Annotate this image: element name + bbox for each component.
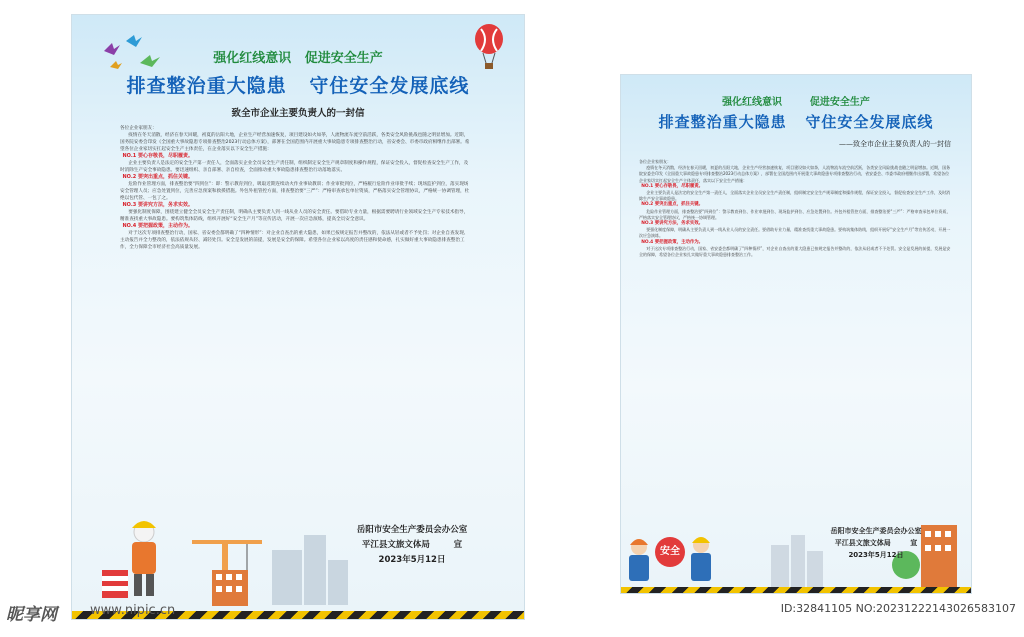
watermark-logo: 昵享网 — [6, 605, 57, 625]
section-heading: NO.4 要把握政策，主动作为。 — [641, 239, 704, 245]
section-text: 企业主要负责人是法定的安全生产第一责任人，全面落实企业全员安全生产责任制，组织制定安全生产规章制度和操作规程，保证安全投入，督促检查安全生产工作，及时消除生产安全事故隐患。 — [639, 190, 951, 202]
watermark-url: www.nipic.cn — [90, 603, 176, 618]
page-title: 排查整治重大隐患 守住安全发展底线 — [126, 75, 470, 97]
slogan: 强化红线意识 促进安全生产 — [722, 97, 870, 108]
section-text: 要强化制度保障，围绕建立健全全员安全生产责任制，明确从主要负责人到一线从业人员的安全责任。要借助专业力量，根据需要聘请行业领域安全生产专家技术指导，精准查找重大事故隐患。要构筑集体防线，组织开展好“安全生产月”等宣传活动，开展一次应急演练，提高全员安全意识。 — [120, 210, 469, 222]
signature-block — [801, 525, 951, 561]
issuer-line: 平江县文旅文体局 宣 — [361, 540, 463, 550]
section-heading: NO.1 要心存敬畏，尽职履责。 — [641, 183, 704, 189]
greeting: 各位企业家朋友： — [120, 126, 157, 131]
letter-subtitle: 致全市企业主要负责人的一封信 — [231, 108, 365, 119]
signature-block — [327, 523, 497, 568]
section-text: 危险作业管理方面，排查整治要“四到位”：警示教育到位、作业审批到位、现场监护到位、应急处置到位。外包外租管控方面，排查整治要“三严”：严格审查承包单位资质，严格落实安全管理协议，严格统一协调管理。 — [639, 208, 951, 220]
poster-right — [620, 74, 972, 594]
issue-date: 2023年5月12日 — [378, 555, 446, 565]
section-text: 企业主要负责人是法定的安全生产第一责任人，全面落实企业全员安全生产责任制，组织制定安全生产规章制度和操作规程，保证安全投入，督促检查安全生产工作，及时消除生产安全事故隐患。要迅速组织、亲自部署、亲自检查，全面推动重大事故隐患排查整治行动落地落实。 — [120, 161, 469, 173]
section-text: 要强化制度保障，明确从主要负责人到一线从业人员的安全责任。要借助专业力量，精准查找重大事故隐患。要构筑集体防线，组织开展好“安全生产月”等宣传活动，开展一次应急演练。 — [639, 227, 951, 239]
issue-date: 2023年5月12日 — [848, 551, 904, 559]
section-text: 危险作业管理方面，排查整治要“四到位”：即：警示教育到位，吸取近期连续动火作业事故教训；作业审批到位，严格履行危险作业审批手续；现场监护到位，落实现场安全管理人员；应急处置到位，完善应急预案和救援措施。外包外租管控方面，排查整治要“三严”：严格审查承包单位资质，严格落实安全管理协议，严格统一协调管理，杜绝以包代管、一包了之。 — [120, 182, 470, 201]
section-heading: NO.1 要心存敬畏，尽职履责。 — [122, 153, 193, 159]
issuer-line: 岳阳市安全生产委员会办公室 — [830, 527, 922, 535]
intro-paragraph: 疫情在冬天消散，经济在春天回暖，初夏的岳阳大地，企业生产经营加速恢复，项目建设如火如荼，人流物流车流空前活跃，各类安全风险挑战也随之明显增加。近期，国务院安委会印发《全国重大事故隐患专项排查整治2023行动总体方案》，部署在全国范围内开展重大事故隐患专项排查整治行动，省安委会、市委市政府相继作出部署。希望各位企业家切实扛起安全生产主体责任，在企业落实以下安全生产措施： — [120, 133, 470, 152]
safety-sign-icon: 安全 — [655, 537, 685, 567]
hazard-stripe — [621, 587, 971, 593]
intro-paragraph: 疫情在冬天消散，经济在春天回暖，初夏的岳阳大地，企业生产经营加速恢复，项目建设如火如荼，人流物流车流空前活跃，各类安全风险挑战也随之明显增加。近期，国务院安委会印发《全国重大事故隐患专项排查整治2023行动总体方案》，部署在全国范围内开展重大事故隐患专项排查整治行动，省安委会、市委市政府相继作出部署，希望各位企业家切实扛起安全生产主体责任，落实以下安全生产措施： — [639, 165, 951, 183]
section-heading: NO.2 要突出重点，抓住关键。 — [641, 202, 704, 208]
section-heading: NO.3 要讲究方法，务求实效。 — [641, 221, 704, 227]
slogan: 强化红线意识 促进安全生产 — [213, 51, 383, 66]
issuer-line: 岳阳市安全生产委员会办公室 — [356, 525, 468, 535]
section-text: 对于这次专项排查整治行动，国家、省安委会都明确了“四种情形”，对企业自查出的重大隐患已按规定报告并整改的，依法从轻或者不予处罚。安全是发展的前提，发展是安全的保障，希望各位企业家扎实做好重大事故隐患排查整治工作。 — [639, 245, 951, 258]
letter-subtitle: ——致全市企业主要负责人的一封信 — [839, 140, 951, 148]
section-heading: NO.4 要把握政策，主动作为。 — [122, 223, 193, 229]
letter-body — [120, 125, 472, 505]
letter-body — [639, 159, 953, 525]
section-heading: NO.3 要讲究方法，务求实效。 — [122, 202, 193, 208]
poster-left — [71, 14, 525, 620]
issuer-line: 平江县文旅文体局 宣 — [834, 539, 918, 547]
section-heading: NO.2 要突出重点，抓住关键。 — [122, 174, 193, 180]
section-text: 对于这次专项排查整治行动，国家、省安委会都明确了“四种情形”：对企业自查出的重大隐患，如果已按规定报告并整改的，依法从轻或者不予处罚；对企业自查发现、主动报告并全力整改的，依法依规从轻、减轻处罚。安全是发展的前提，发展是安全的保障。希望各位企业家以高度的责任感和使命感，扎实做好重大事故隐患排查整治工作，全力保障全市经济社会高质量发展。 — [120, 231, 469, 250]
watermark-id: ID:32841105 NO:20231222143026583107 — [780, 602, 1016, 615]
page-title: 排查整治重大隐患 守住安全发展底线 — [658, 113, 934, 131]
greeting: 各位企业家朋友： — [639, 159, 671, 164]
